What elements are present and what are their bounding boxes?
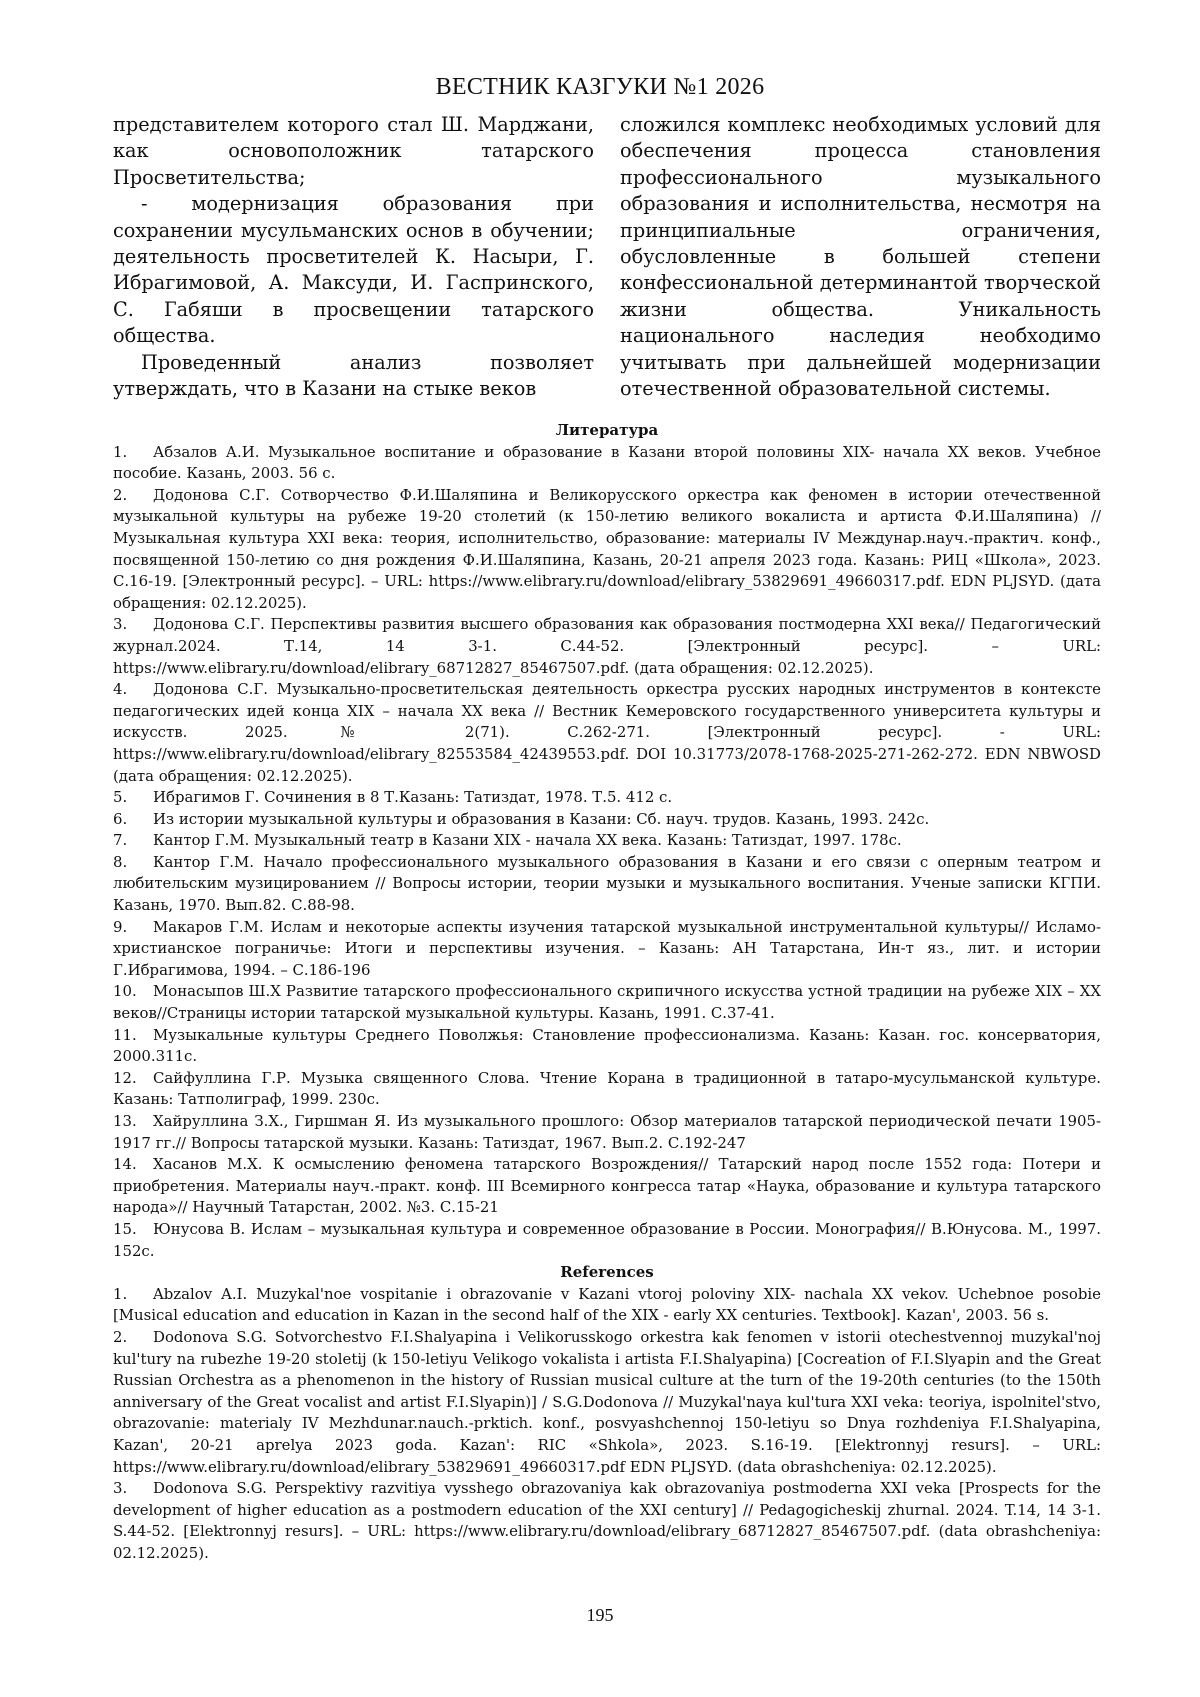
body-paragraph: - модернизация образования при сохранении мусульманских основ в обучении; деятельность просветителей К. Насыри, Г. Ибрагимовой, А. Максуди, И. Гаспринского, С. Габяши в просвещении татарского общества. — [113, 192, 594, 348]
reference-item — [113, 1025, 1101, 1068]
reference-item — [113, 852, 1101, 917]
reference-text: Музыкальные культуры Среднего Поволжья: Становление профессионализма. Казань: Казан. гос. консерватория, 2000.311с. — [113, 1025, 1101, 1066]
reference-item — [113, 1068, 1101, 1111]
reference-number: 8. — [113, 852, 128, 871]
reference-item — [113, 1478, 1101, 1564]
reference-number: 11. — [113, 1025, 137, 1044]
page-number: 195 — [586, 1605, 614, 1625]
reference-item — [113, 442, 1101, 485]
reference-text: Юнусова В. Ислам – музыкальная культура и современное образование в России. Монография// В.Юнусова. М., 1997. 152с. — [113, 1219, 1101, 1260]
reference-number: 2. — [113, 485, 128, 504]
body-paragraph: представителем которого стал Ш. Марджани, как основоположник татарского Просветительства; — [113, 113, 594, 189]
reference-number: 5. — [113, 788, 128, 807]
references-heading: References — [560, 1263, 654, 1282]
reference-item — [113, 917, 1101, 982]
reference-text: Додонова С.Г. Перспективы развития высшего образования как образования постмодерна XXI века// Педагогический журнал.2024. Т.14, 14 3-1. С.44-52. [Электронный ресурс]. – URL: https://www.elibrary.ru/download/elibrary_68712827_85467507.pdf. (дата обращения: 02.12.2025). — [113, 615, 1101, 677]
reference-item — [113, 830, 1101, 852]
right-column — [620, 112, 1101, 402]
reference-item — [113, 614, 1101, 679]
reference-text: Додонова С.Г. Сотворчество Ф.И.Шаляпина и Великорусского оркестра как феномен в истории отечественной музыкальной культуры на рубеже 19-20 столетий (к 150-летию великого вокалиста и артиста Ф.И.Шаляпина) // Музыкальная культура XXI века: теория, исполнительство, образование: материалы IV Междунар.науч.-практич. конф., посвященной 150-летию со дня рождения Ф.И.Шаляпина, Казань, 20-21 апреля 2023 года. Казань: РИЦ «Школа», 2023. С.16-19. [Электронный ресурс]. – URL: https://www.elibrary.ru/download/elibrary_53829691_49660317.pdf. EDN PLJSYD. (дата обращения: 02.12.2025). — [113, 485, 1101, 612]
reference-item — [113, 1111, 1101, 1154]
bibliography — [113, 420, 1101, 1564]
reference-text: Ибрагимов Г. Сочинения в 8 Т.Казань: Татиздат, 1978. Т.5. 412 с. — [153, 788, 673, 807]
reference-text: Из истории музыкальной культуры и образования в Казани: Сб. науч. трудов. Казань, 1993. 242с. — [153, 809, 930, 828]
reference-number: 14. — [113, 1155, 137, 1174]
reference-text: Хайруллина З.Х., Гиршман Я. Из музыкального прошлого: Обзор материалов татарской периодической печати 1905-1917 гг.// Вопросы татарской музыки. Казань: Татиздат, 1967. Вып.2. С.192-247 — [113, 1112, 1101, 1152]
reference-text: Хасанов М.Х. К осмыслению феномена татарского Возрождения// Татарский народ после 1552 года: Потери и приобретения. Материалы науч.-практ. конф. III Всемирного конгресса татар «Наука, образование и культура татарского народа»// Научный Татарстан, 2002. №3. С.15-21 — [113, 1155, 1101, 1217]
reference-item — [113, 1219, 1101, 1262]
reference-item — [113, 809, 1101, 831]
reference-item — [113, 1327, 1101, 1478]
body-paragraph: сложился комплекс необходимых условий для обеспечения процесса становления профессионального музыкального образования и исполнительства, несмотря на принципиальные ограничения, обусловленные в большей степени конфессиональной детерминантой творческой жизни общества. Уникальность национального наследия необходимо учитывать при дальнейшей модернизации отечественной образовательной системы. — [620, 113, 1101, 401]
reference-text: Сайфуллина Г.Р. Музыка священного Слова. Чтение Корана в традиционной в татаро-мусульманской культуре. Казань: Татполиграф, 1999. 230с. — [113, 1068, 1101, 1109]
reference-number: 12. — [113, 1068, 137, 1087]
reference-item — [113, 981, 1101, 1024]
journal-header: ВЕСТНИК КАЗГУКИ №1 2026 — [435, 74, 765, 100]
reference-number: 3. — [113, 1479, 128, 1498]
reference-number: 1. — [113, 1284, 128, 1303]
reference-text: Абзалов А.И. Музыкальное воспитание и образование в Казани второй половины XIX- начала XX веков. Учебное пособие. Казань, 2003. 56 с. — [113, 442, 1101, 483]
reference-number: 9. — [113, 917, 128, 936]
reference-item — [113, 787, 1101, 809]
body-columns — [113, 112, 1101, 402]
reference-item — [113, 485, 1101, 615]
references-list — [113, 1284, 1101, 1565]
reference-number: 13. — [113, 1112, 137, 1130]
reference-number: 10. — [113, 982, 137, 1001]
body-paragraph: Проведенный анализ позволяет утверждать, что в Казани на стыке веков — [113, 350, 594, 401]
literature-list — [113, 442, 1101, 1263]
reference-item — [113, 679, 1101, 787]
left-column — [113, 112, 594, 402]
literature-heading: Литература — [555, 421, 659, 439]
reference-item — [113, 1284, 1101, 1327]
reference-text: Dodonova S.G. Sotvorchestvo F.I.Shalyapina i Velikorusskogo orkestra kak fenomen v istorii otechestvennoj muzykal'noj kul'tury na rubezhe 19-20 stoletij (k 150-letiyu Velikogo vokalista i artista F.I.Shalyapina) [Cocreation of F.I.Slyapin and the Great Russian Orchestra as a phenomenon in the history of Russian musical culture at the turn of the 19-20th centuries (to the 150th anniversary of the Great vocalist and artist F.I.Slyapin)] / S.G.Dodonova // Muzykal'naya kul'tura XXI veka: teoriya, ispolnitel'stvo, obrazovanie: materialy IV Mezhdunar.nauch.-prktich. konf., posvyashchennoj 150-letiyu so Dnya rozhdeniya F.I.Shalyapina, Kazan', 20-21 aprelya 2023 goda. Kazan': RIC «Shkola», 2023. S.16-19. [Elektronnyj resurs]. – URL: https://www.elibrary.ru/download/elibrary_53829691_49660317.pdf EDN PLJSYD. (data obrashcheniya: 02.12.2025). — [113, 1327, 1101, 1476]
reference-text: Макаров Г.М. Ислам и некоторые аспекты изучения татарской музыкальной инструментальной культуры// Исламо-христианское пограничье: Итоги и перспективы изучения. – Казань: АН Татарстана, Ин-т яз., лит. и истории Г.Ибрагимова, 1994. – С.186-196 — [113, 917, 1101, 979]
reference-number: 2. — [113, 1327, 128, 1346]
reference-text: Додонова С.Г. Музыкально-просветительская деятельность оркестра русских народных инструментов в контексте педагогических идей конца XIX – начала XX века // Вестник Кемеровского государственного университета культуры и искусств. 2025.№ 2(71). С.262-271. [Электронный ресурс]. - URL: https://www.elibrary.ru/download/elibrary_82553584_42439553.pdf. DOI 10.31773/2078-1768-2025-271-262-272. EDN NBWOSD (дата обращения: 02.12.2025). — [113, 680, 1101, 785]
reference-number: 1. — [113, 442, 128, 461]
reference-text: Кантор Г.М. Музыкальный театр в Казани XIX - начала XX века. Казань: Татиздат, 1997. 178с. — [153, 831, 902, 850]
reference-text: Dodonova S.G. Perspektivy razvitiya vysshego obrazovaniya kak obrazovaniya postmoderna XXI veka [Prospects for the development of higher education as a postmodern education of the XXI century] // Pedagogicheskij zhurnal. 2024. T.14, 14 3-1. S.44-52. [Elektronnyj resurs]. – URL: https://www.elibrary.ru/download/elibrary_68712827_85467507.pdf. (data obrashcheniya: 02.12.2025). — [113, 1479, 1101, 1562]
reference-text: Кантор Г.М. Начало профессионального музыкального образования в Казани и его связи с оперным театром и любительским музицированием // Вопросы истории, теории музыки и музыкального воспитания. Ученые записки КГПИ. Казань, 1970. Вып.82. С.88-98. — [113, 852, 1101, 915]
reference-text: Монасыпов Ш.Х Развитие татарского профессионального скрипичного искусства устной традиции на рубеже XIX – XX веков//Страницы истории татарской музыкальной культуры. Казань, 1991. С.37-41. — [113, 982, 1101, 1023]
reference-number: 4. — [113, 680, 128, 699]
reference-number: 6. — [113, 809, 128, 828]
reference-number: 3. — [113, 615, 128, 634]
reference-number: 7. — [113, 831, 128, 850]
reference-item — [113, 1154, 1101, 1219]
reference-text: Abzalov A.I. Muzykal'noe vospitanie i obrazovanie v Kazani vtoroj poloviny XIX- nachala XX vekov. Uchebnoe posobie [Musical education and education in Kazan in the second half of the XIX - early XX centuries. Textbook]. Kazan', 2003. 56 s. — [113, 1284, 1101, 1325]
reference-number: 15. — [113, 1219, 137, 1238]
